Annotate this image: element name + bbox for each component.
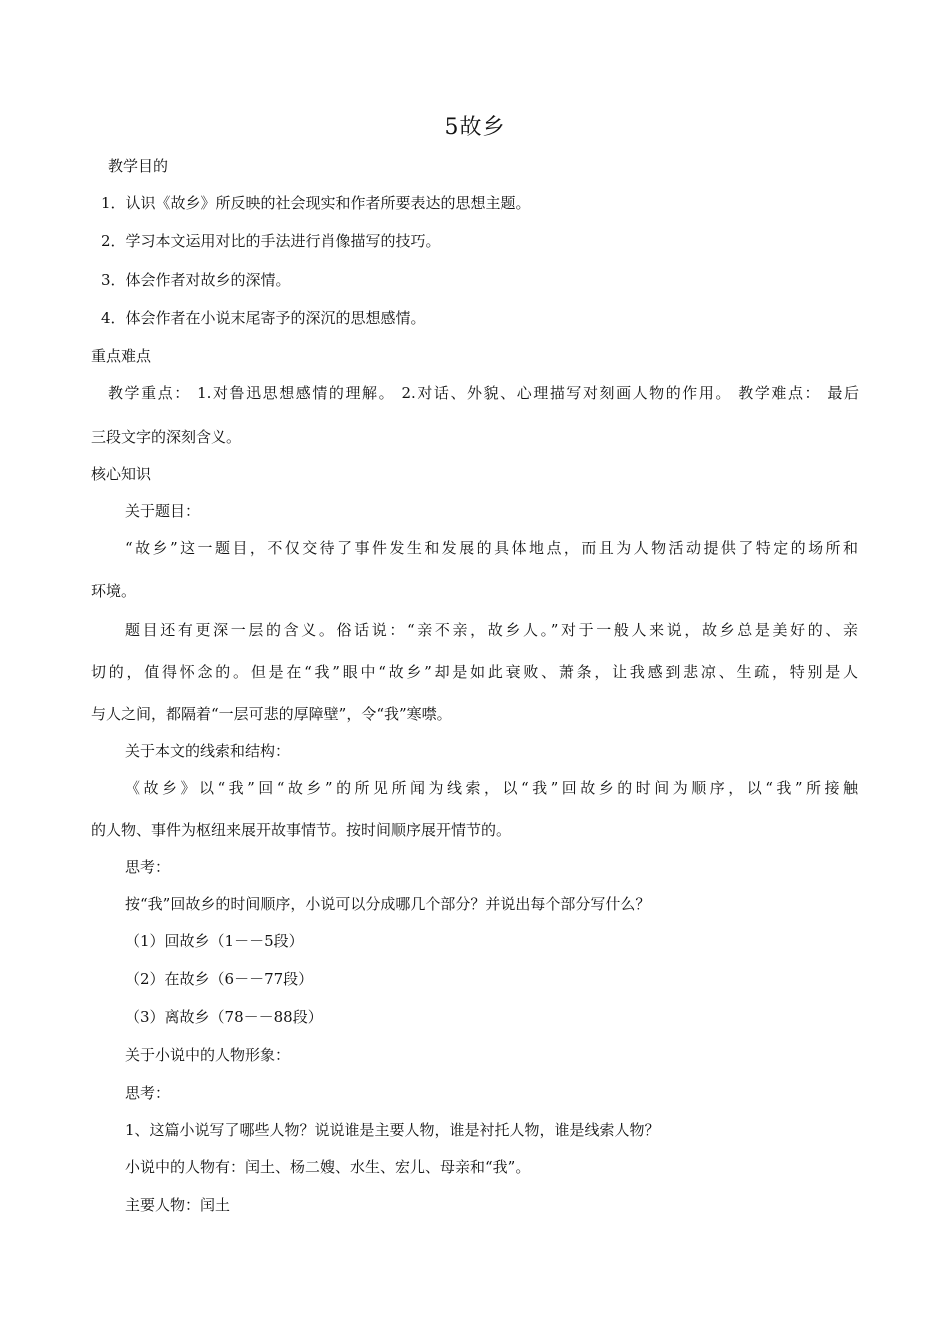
objective-item: 1．认识《故乡》所反映的社会现实和作者所要表达的思想主题。 [101, 194, 531, 212]
page-title: 5故乡 [444, 115, 506, 140]
key-points-line: 教学重点： 1.对鲁迅思想感情的理解。 2.对话、外貌、心理描写对刻画人物的作用。 教学难点： 最后 [108, 384, 859, 402]
paragraph-line: “故乡”这一题目，不仅交待了事件发生和发展的具体地点，而且为人物活动提供了特定的场所和 [125, 539, 858, 557]
about-structure-heading: 关于本文的线索和结构： [125, 742, 291, 760]
question-text: 按“我”回故乡的时间顺序，小说可以分成哪几个部分？并说出每个部分写什么？ [125, 895, 651, 913]
objectives-heading: 教学目的 [108, 157, 169, 175]
answer-text: 小说中的人物有：闰土、杨二嫂、水生、宏儿、母亲和“我”。 [125, 1158, 531, 1176]
paragraph-line: 题目还有更深一层的含义。俗话说：“亲不亲，故乡人。”对于一般人来说，故乡总是美好的、亲 [125, 621, 858, 639]
core-heading: 核心知识 [91, 465, 152, 483]
objective-item: 3．体会作者对故乡的深情。 [101, 271, 291, 289]
objective-item: 2．学习本文运用对比的手法进行肖像描写的技巧。 [101, 232, 441, 250]
part-item: （3）离故乡（78－－88段） [125, 1008, 323, 1026]
paragraph-line: 与人之间，都隔着“一层可悲的厚障壁”，令“我”寒噤。 [91, 705, 452, 723]
main-character-text: 主要人物：闰土 [125, 1196, 231, 1214]
key-points-heading: 重点难点 [91, 347, 152, 365]
think-heading: 思考： [125, 858, 171, 876]
objective-item: 4．体会作者在小说末尾寄予的深沉的思想感情。 [101, 309, 426, 327]
part-item: （2）在故乡（6－－77段） [125, 970, 314, 988]
question-text: 1、这篇小说写了哪些人物？说说谁是主要人物，谁是衬托人物，谁是线索人物？ [125, 1121, 660, 1139]
paragraph-line: 切的，值得怀念的。但是在“我”眼中“故乡”却是如此衰败、萧条，让我感到悲凉、生疏，特别是人 [91, 663, 858, 681]
about-title-heading: 关于题目： [125, 502, 201, 520]
think-heading: 思考： [125, 1084, 171, 1102]
about-characters-heading: 关于小说中的人物形象： [125, 1046, 291, 1064]
paragraph-line: 的人物、事件为枢纽来展开故事情节。按时间顺序展开情节的。 [91, 821, 512, 839]
paragraph-line: 《故乡》以“我”回“故乡”的所见所闻为线索，以“我”回故乡的时间为顺序，以“我”所接触 [125, 779, 858, 797]
key-points-line: 三段文字的深刻含义。 [91, 428, 242, 446]
part-item: （1）回故乡（1－－5段） [125, 932, 304, 950]
paragraph-line: 环境。 [91, 582, 137, 600]
